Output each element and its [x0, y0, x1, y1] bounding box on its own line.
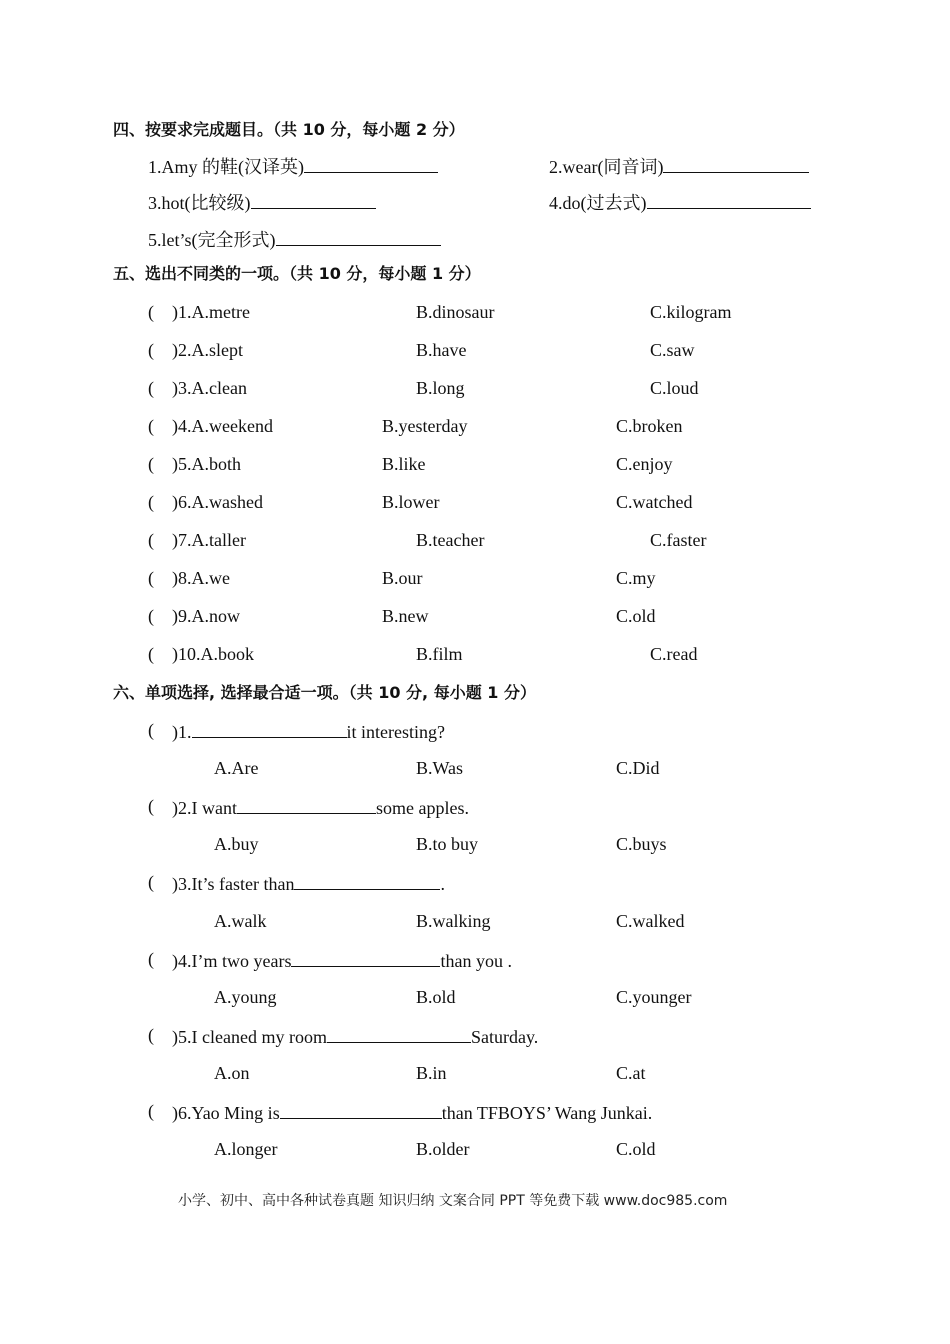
s5-q4-option-a: )4.A.weekend: [172, 416, 273, 436]
s6-q1-option-c: C.Did: [616, 758, 660, 778]
s5-q1-option-b: B.dinosaur: [416, 302, 495, 322]
s6-q6-option-b: B.older: [416, 1139, 470, 1159]
s5-q5-option-a: )5.A.both: [172, 454, 241, 474]
s6-q6-option-a: A.longer: [214, 1139, 278, 1159]
s6-q4-pre: )4.I’m two years: [172, 951, 292, 971]
s5-q6-option-c: C.watched: [616, 492, 693, 512]
s6-q6-post: than TFBOYS’ Wang Junkai.: [441, 1103, 653, 1123]
s6-q1-post: it interesting?: [346, 722, 445, 742]
s6-q6-stem: [172, 1100, 652, 1124]
s5-q2-option-a: )2.A.slept: [172, 340, 243, 360]
answer-bracket[interactable]: (: [148, 796, 154, 816]
s4-item-5: [148, 227, 441, 251]
s5-q6-option-b: B.lower: [382, 492, 440, 512]
s5-q1-option-a: )1.A.metre: [172, 302, 250, 322]
s5-q1-option-c: C.kilogram: [650, 302, 732, 322]
answer-blank[interactable]: [647, 190, 811, 209]
s5-q9-option-b: B.new: [382, 606, 429, 626]
s6-q4-post: than you .: [440, 951, 512, 971]
answer-bracket[interactable]: (: [148, 568, 154, 588]
answer-blank[interactable]: [327, 1024, 471, 1043]
s4-item-3: [148, 190, 376, 214]
s5-q8-option-c: C.my: [616, 568, 656, 588]
s5-q9-option-c: C.old: [616, 606, 656, 626]
s6-q2-option-a: A.buy: [214, 834, 259, 854]
answer-blank[interactable]: [237, 795, 376, 814]
footer-text: 小学、初中、高中各种试卷真题 知识归纳 文案合同 PPT 等免费下载 www.doc985.com: [178, 1193, 728, 1209]
s5-q10-option-a: )10.A.book: [172, 644, 254, 664]
s6-q2-option-c: C.buys: [616, 834, 667, 854]
s5-q10-option-b: B.film: [416, 644, 463, 664]
answer-blank[interactable]: [294, 871, 440, 890]
s6-q3-post: .: [440, 874, 445, 894]
s6-q5-option-c: C.at: [616, 1063, 646, 1083]
s6-q3-option-b: B.walking: [416, 911, 491, 931]
s5-q7-option-b: B.teacher: [416, 530, 485, 550]
answer-bracket[interactable]: (: [148, 378, 154, 398]
s6-q1-pre: )1.: [172, 722, 192, 742]
s4-item-2: [549, 154, 809, 178]
s4-item-3-label: 3.hot(比较级): [148, 193, 251, 213]
s6-q2-option-b: B.to buy: [416, 834, 479, 854]
s6-q6-option-c: C.old: [616, 1139, 656, 1159]
s6-q5-pre: )5.I cleaned my room: [172, 1027, 327, 1047]
answer-blank[interactable]: [304, 154, 438, 173]
s5-q5-option-c: C.enjoy: [616, 454, 673, 474]
answer-bracket[interactable]: (: [148, 340, 154, 360]
s6-q1-stem: [172, 719, 445, 743]
answer-bracket[interactable]: (: [148, 530, 154, 550]
s6-q2-post: some apples.: [375, 798, 469, 818]
s6-q3-stem: [172, 871, 445, 895]
answer-blank[interactable]: [663, 154, 809, 173]
s4-item-2-label: 2.wear(同音词): [549, 157, 664, 177]
answer-blank[interactable]: [276, 227, 441, 246]
answer-bracket[interactable]: (: [148, 720, 154, 740]
answer-blank[interactable]: [291, 948, 440, 967]
s6-q4-option-c: C.younger: [616, 987, 692, 1007]
s6-q3-option-a: A.walk: [214, 911, 267, 931]
answer-bracket[interactable]: (: [148, 416, 154, 436]
s5-q7-option-a: )7.A.taller: [172, 530, 246, 550]
answer-bracket[interactable]: (: [148, 1025, 154, 1045]
s5-q3-option-a: )3.A.clean: [172, 378, 247, 398]
s6-q2-pre: )2.I want: [172, 798, 237, 818]
s5-q5-option-b: B.like: [382, 454, 426, 474]
answer-blank[interactable]: [192, 719, 347, 738]
answer-blank[interactable]: [280, 1100, 442, 1119]
s5-q6-option-a: )6.A.washed: [172, 492, 263, 512]
section-6-heading: 六、单项选择, 选择最合适一项。（共 10 分, 每小题 1 分）: [113, 683, 536, 702]
s6-q5-stem: [172, 1024, 538, 1048]
s4-item-1-label: 1.Amy 的鞋(汉译英): [148, 157, 304, 177]
s6-q3-pre: )3.It’s faster than: [172, 874, 295, 894]
s5-q9-option-a: )9.A.now: [172, 606, 240, 626]
s5-q7-option-c: C.faster: [650, 530, 707, 550]
answer-bracket[interactable]: (: [148, 492, 154, 512]
answer-bracket[interactable]: (: [148, 949, 154, 969]
section-4-heading: 四、按要求完成题目。（共 10 分，每小题 2 分）: [113, 120, 465, 139]
s6-q4-option-a: A.young: [214, 987, 277, 1007]
s6-q2-stem: [172, 795, 469, 819]
s6-q5-option-a: A.on: [214, 1063, 250, 1083]
s5-q8-option-a: )8.A.we: [172, 568, 230, 588]
answer-bracket[interactable]: (: [148, 872, 154, 892]
answer-bracket[interactable]: (: [148, 606, 154, 626]
s4-item-4-label: 4.do(过去式): [549, 193, 647, 213]
s4-item-4: [549, 190, 811, 214]
answer-bracket[interactable]: (: [148, 302, 154, 322]
s4-item-1: [148, 154, 438, 178]
s5-q3-option-c: C.loud: [650, 378, 699, 398]
answer-bracket[interactable]: (: [148, 1101, 154, 1121]
answer-bracket[interactable]: (: [148, 644, 154, 664]
s5-q2-option-b: B.have: [416, 340, 467, 360]
s6-q1-option-a: A.Are: [214, 758, 259, 778]
s6-q3-option-c: C.walked: [616, 911, 685, 931]
s4-item-5-label: 5.let’s(完全形式): [148, 230, 276, 250]
s6-q1-option-b: B.Was: [416, 758, 464, 778]
s6-q6-pre: )6.Yao Ming is: [172, 1103, 280, 1123]
s5-q8-option-b: B.our: [382, 568, 423, 588]
s5-q10-option-c: C.read: [650, 644, 698, 664]
s5-q4-option-b: B.yesterday: [382, 416, 468, 436]
s6-q5-option-b: B.in: [416, 1063, 447, 1083]
s6-q5-post: Saturday.: [470, 1027, 539, 1047]
s6-q4-stem: [172, 948, 512, 972]
s5-q4-option-c: C.broken: [616, 416, 683, 436]
answer-bracket[interactable]: (: [148, 454, 154, 474]
s6-q4-option-b: B.old: [416, 987, 456, 1007]
answer-blank[interactable]: [251, 190, 376, 209]
section-5-heading: 五、选出不同类的一项。（共 10 分，每小题 1 分）: [113, 264, 481, 283]
s5-q3-option-b: B.long: [416, 378, 465, 398]
s5-q2-option-c: C.saw: [650, 340, 695, 360]
